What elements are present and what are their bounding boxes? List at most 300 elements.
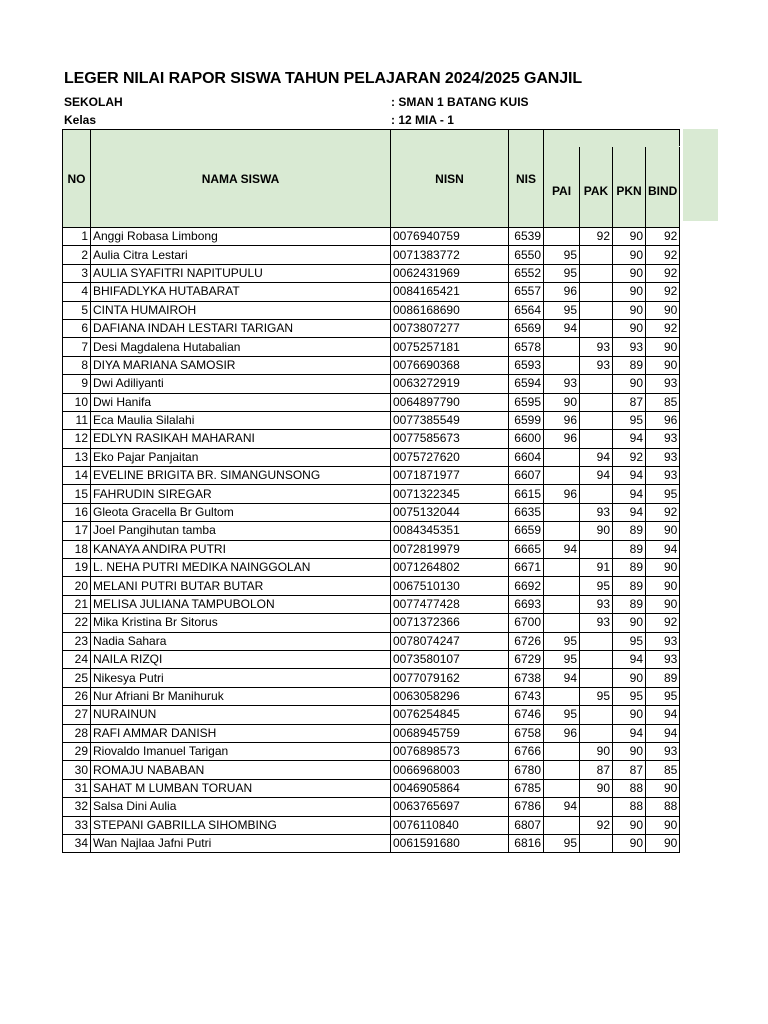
row-number: 1 (63, 228, 91, 246)
score-pkn: 94 (613, 467, 646, 485)
score-pkn: 92 (613, 448, 646, 466)
score-bind: 90 (646, 595, 680, 613)
table-row (63, 283, 680, 301)
nisn-value: 0071871977 (391, 467, 509, 485)
score-pak (580, 430, 613, 448)
nisn-value: 0064897790 (391, 393, 509, 411)
student-name: STEPANI GABRILLA SIHOMBING (91, 816, 391, 834)
score-pak: 94 (580, 448, 613, 466)
score-pai (544, 448, 580, 466)
row-number: 16 (63, 503, 91, 521)
score-pai: 95 (544, 246, 580, 264)
score-pkn: 94 (613, 503, 646, 521)
score-pai (544, 687, 580, 705)
nis-value: 6729 (509, 650, 544, 668)
nisn-value: 0075257181 (391, 338, 509, 356)
score-pak (580, 411, 613, 429)
table-row (63, 301, 680, 319)
score-pkn: 90 (613, 246, 646, 264)
score-pak (580, 650, 613, 668)
score-pak: 93 (580, 614, 613, 632)
score-pai (544, 503, 580, 521)
student-name: EDLYN RASIKAH MAHARANI (91, 430, 391, 448)
header-fill-extension (683, 129, 718, 221)
table-row (63, 706, 680, 724)
table-row (63, 319, 680, 337)
row-number: 29 (63, 742, 91, 760)
score-pak (580, 375, 613, 393)
nisn-value: 0071372366 (391, 614, 509, 632)
score-pkn: 94 (613, 724, 646, 742)
table-row (63, 430, 680, 448)
score-pak: 90 (580, 522, 613, 540)
nisn-value: 0077079162 (391, 669, 509, 687)
table-row (63, 834, 680, 852)
score-bind: 90 (646, 834, 680, 852)
table-row (63, 522, 680, 540)
student-name: Gleota Gracella Br Gultom (91, 503, 391, 521)
student-name: Riovaldo Imanuel Tarigan (91, 742, 391, 760)
table-row (63, 264, 680, 282)
score-pai: 95 (544, 632, 580, 650)
table-row (63, 779, 680, 797)
score-bind: 85 (646, 393, 680, 411)
table-row (63, 375, 680, 393)
score-pai: 95 (544, 264, 580, 282)
score-pak: 87 (580, 761, 613, 779)
student-name: BHIFADLYKA HUTABARAT (91, 283, 391, 301)
row-number: 8 (63, 356, 91, 374)
score-pai: 94 (544, 798, 580, 816)
nisn-value: 0076254845 (391, 706, 509, 724)
nis-value: 6758 (509, 724, 544, 742)
score-bind: 96 (646, 411, 680, 429)
score-bind: 93 (646, 375, 680, 393)
nisn-value: 0066968003 (391, 761, 509, 779)
row-number: 2 (63, 246, 91, 264)
score-pak (580, 319, 613, 337)
nis-value: 6578 (509, 338, 544, 356)
score-pak (580, 283, 613, 301)
nisn-value: 0078074247 (391, 632, 509, 650)
nisn-value: 0071322345 (391, 485, 509, 503)
nisn-value: 0086168690 (391, 301, 509, 319)
nis-value: 6550 (509, 246, 544, 264)
nis-value: 6746 (509, 706, 544, 724)
row-number: 18 (63, 540, 91, 558)
score-pai (544, 356, 580, 374)
score-bind: 92 (646, 246, 680, 264)
row-number: 4 (63, 283, 91, 301)
page-title: LEGER NILAI RAPOR SISWA TAHUN PELAJARAN 2024/2025 GANJIL (64, 70, 583, 87)
table-row (63, 798, 680, 816)
nisn-value: 0077477428 (391, 595, 509, 613)
score-pkn: 89 (613, 540, 646, 558)
score-pak: 94 (580, 467, 613, 485)
score-bind: 95 (646, 485, 680, 503)
nis-value: 6569 (509, 319, 544, 337)
score-pak: 91 (580, 559, 613, 577)
row-number: 21 (63, 595, 91, 613)
score-pai: 96 (544, 724, 580, 742)
nisn-value: 0071383772 (391, 246, 509, 264)
student-name: NURAINUN (91, 706, 391, 724)
score-pai (544, 338, 580, 356)
score-pak: 90 (580, 742, 613, 760)
student-name: NAILA RIZQI (91, 650, 391, 668)
row-number: 6 (63, 319, 91, 337)
score-bind: 90 (646, 559, 680, 577)
table-row (63, 687, 680, 705)
score-pai (544, 761, 580, 779)
nisn-value: 0077385549 (391, 411, 509, 429)
score-bind: 93 (646, 742, 680, 760)
score-bind: 94 (646, 706, 680, 724)
row-number: 5 (63, 301, 91, 319)
nisn-value: 0075132044 (391, 503, 509, 521)
row-number: 25 (63, 669, 91, 687)
row-number: 34 (63, 834, 91, 852)
score-pai (544, 559, 580, 577)
nis-value: 6557 (509, 283, 544, 301)
nisn-value: 0075727620 (391, 448, 509, 466)
nisn-value: 0076110840 (391, 816, 509, 834)
nisn-value: 0046905864 (391, 779, 509, 797)
nis-value: 6595 (509, 393, 544, 411)
table-row (63, 650, 680, 668)
score-pak (580, 264, 613, 282)
table-row (63, 724, 680, 742)
col-header-bind: BIND (646, 147, 680, 228)
score-bind: 95 (646, 687, 680, 705)
student-name: Joel Pangihutan tamba (91, 522, 391, 540)
score-pai: 96 (544, 485, 580, 503)
score-pkn: 90 (613, 301, 646, 319)
nisn-value: 0073580107 (391, 650, 509, 668)
score-pkn: 89 (613, 595, 646, 613)
score-bind: 93 (646, 430, 680, 448)
row-number: 24 (63, 650, 91, 668)
score-pak (580, 798, 613, 816)
nisn-value: 0077585673 (391, 430, 509, 448)
col-header-nis: NIS (509, 130, 544, 228)
row-number: 30 (63, 761, 91, 779)
row-number: 23 (63, 632, 91, 650)
score-pai (544, 779, 580, 797)
nisn-value: 0073807277 (391, 319, 509, 337)
score-pai (544, 614, 580, 632)
student-name: Nikesya Putri (91, 669, 391, 687)
nis-value: 6607 (509, 467, 544, 485)
score-pkn: 89 (613, 356, 646, 374)
nis-value: 6807 (509, 816, 544, 834)
score-pkn: 94 (613, 485, 646, 503)
score-pak (580, 393, 613, 411)
nis-value: 6593 (509, 356, 544, 374)
table-row (63, 614, 680, 632)
student-name: DAFIANA INDAH LESTARI TARIGAN (91, 319, 391, 337)
score-bind: 89 (646, 669, 680, 687)
col-header-pkn: PKN (613, 147, 646, 228)
nis-value: 6786 (509, 798, 544, 816)
student-name: MELISA JULIANA TAMPUBOLON (91, 595, 391, 613)
score-pak (580, 706, 613, 724)
nisn-value: 0063272919 (391, 375, 509, 393)
row-number: 31 (63, 779, 91, 797)
row-number: 20 (63, 577, 91, 595)
score-pkn: 87 (613, 393, 646, 411)
school-label: SEKOLAH (64, 95, 123, 109)
score-pai: 96 (544, 283, 580, 301)
row-number: 28 (63, 724, 91, 742)
score-pkn: 90 (613, 706, 646, 724)
score-pai (544, 522, 580, 540)
score-pkn: 95 (613, 411, 646, 429)
table-row (63, 485, 680, 503)
col-header-nisn: NISN (391, 130, 509, 228)
nis-value: 6780 (509, 761, 544, 779)
score-bind: 90 (646, 577, 680, 595)
score-pkn: 90 (613, 614, 646, 632)
score-pak: 92 (580, 816, 613, 834)
score-pak: 93 (580, 503, 613, 521)
nis-value: 6816 (509, 834, 544, 852)
col-header-no: NO (63, 130, 91, 228)
score-pkn: 89 (613, 522, 646, 540)
score-pak (580, 834, 613, 852)
score-pkn: 94 (613, 650, 646, 668)
score-pkn: 95 (613, 632, 646, 650)
nis-value: 6693 (509, 595, 544, 613)
row-number: 15 (63, 485, 91, 503)
school-value: : SMAN 1 BATANG KUIS (391, 95, 529, 109)
table-row (63, 356, 680, 374)
table-row (63, 559, 680, 577)
nis-value: 6785 (509, 779, 544, 797)
row-number: 7 (63, 338, 91, 356)
nisn-value: 0084345351 (391, 522, 509, 540)
nis-value: 6539 (509, 228, 544, 246)
score-pai: 96 (544, 430, 580, 448)
score-pak (580, 632, 613, 650)
grade-table (62, 129, 680, 853)
student-name: Nadia Sahara (91, 632, 391, 650)
score-bind: 90 (646, 338, 680, 356)
score-bind: 92 (646, 228, 680, 246)
student-name: ROMAJU NABABAN (91, 761, 391, 779)
row-number: 22 (63, 614, 91, 632)
score-pai: 90 (544, 393, 580, 411)
header-row (63, 130, 680, 147)
student-name: Aulia Citra Lestari (91, 246, 391, 264)
score-pak (580, 301, 613, 319)
student-name: RAFI AMMAR DANISH (91, 724, 391, 742)
score-pai (544, 228, 580, 246)
table-row (63, 411, 680, 429)
student-name: KANAYA ANDIRA PUTRI (91, 540, 391, 558)
score-bind: 92 (646, 614, 680, 632)
row-number: 12 (63, 430, 91, 448)
score-pkn: 90 (613, 228, 646, 246)
student-name: Eca Maulia Silalahi (91, 411, 391, 429)
student-name: Nur Afriani Br Manihuruk (91, 687, 391, 705)
nis-value: 6564 (509, 301, 544, 319)
nisn-value: 0067510130 (391, 577, 509, 595)
class-label: Kelas (64, 113, 97, 127)
row-number: 14 (63, 467, 91, 485)
score-pkn: 90 (613, 669, 646, 687)
score-bind: 85 (646, 761, 680, 779)
student-name: Desi Magdalena Hutabalian (91, 338, 391, 356)
student-name: Wan Najlaa Jafni Putri (91, 834, 391, 852)
nisn-value: 0063058296 (391, 687, 509, 705)
table-row (63, 338, 680, 356)
student-name: L. NEHA PUTRI MEDIKA NAINGGOLAN (91, 559, 391, 577)
student-name: Eko Pajar Panjaitan (91, 448, 391, 466)
student-name: DIYA MARIANA SAMOSIR (91, 356, 391, 374)
nis-value: 6599 (509, 411, 544, 429)
score-pai: 95 (544, 650, 580, 668)
score-pak: 93 (580, 356, 613, 374)
nisn-value: 0072819979 (391, 540, 509, 558)
table-row (63, 503, 680, 521)
nis-value: 6600 (509, 430, 544, 448)
nis-value: 6700 (509, 614, 544, 632)
score-pkn: 90 (613, 319, 646, 337)
nisn-value: 0068945759 (391, 724, 509, 742)
class-value: : 12 MIA - 1 (391, 113, 454, 127)
nisn-value: 0084165421 (391, 283, 509, 301)
nisn-value: 0071264802 (391, 559, 509, 577)
score-bind: 90 (646, 301, 680, 319)
score-pai (544, 816, 580, 834)
row-number: 17 (63, 522, 91, 540)
table-row (63, 577, 680, 595)
score-pkn: 90 (613, 283, 646, 301)
score-pak: 92 (580, 228, 613, 246)
score-pkn: 89 (613, 577, 646, 595)
nis-value: 6726 (509, 632, 544, 650)
score-pak (580, 724, 613, 742)
score-pak (580, 669, 613, 687)
score-bind: 94 (646, 540, 680, 558)
row-number: 27 (63, 706, 91, 724)
score-bind: 92 (646, 283, 680, 301)
table-row (63, 742, 680, 760)
score-pai: 95 (544, 301, 580, 319)
table-row (63, 669, 680, 687)
nisn-value: 0061591680 (391, 834, 509, 852)
row-number: 13 (63, 448, 91, 466)
score-bind: 92 (646, 319, 680, 337)
table-row (63, 467, 680, 485)
score-pak (580, 246, 613, 264)
table-row (63, 246, 680, 264)
score-pai: 94 (544, 669, 580, 687)
col-header-pak: PAK (580, 147, 613, 228)
score-pak: 95 (580, 577, 613, 595)
table-row (63, 393, 680, 411)
score-bind: 90 (646, 356, 680, 374)
score-pak (580, 540, 613, 558)
student-name: Anggi Robasa Limbong (91, 228, 391, 246)
score-bind: 93 (646, 650, 680, 668)
score-pai: 94 (544, 540, 580, 558)
row-number: 33 (63, 816, 91, 834)
nis-value: 6659 (509, 522, 544, 540)
row-number: 9 (63, 375, 91, 393)
nis-value: 6635 (509, 503, 544, 521)
nisn-value: 0062431969 (391, 264, 509, 282)
row-number: 3 (63, 264, 91, 282)
table-row (63, 632, 680, 650)
nisn-value: 0076690368 (391, 356, 509, 374)
nis-value: 6552 (509, 264, 544, 282)
score-pkn: 90 (613, 816, 646, 834)
table-row (63, 761, 680, 779)
score-pkn: 89 (613, 559, 646, 577)
col-header-pai: PAI (544, 147, 580, 228)
score-pkn: 90 (613, 834, 646, 852)
subject-group-header (544, 130, 680, 147)
student-name: Mika Kristina Br Sitorus (91, 614, 391, 632)
row-number: 10 (63, 393, 91, 411)
score-bind: 90 (646, 816, 680, 834)
score-pak: 90 (580, 779, 613, 797)
score-bind: 93 (646, 467, 680, 485)
nisn-value: 0063765697 (391, 798, 509, 816)
score-pkn: 88 (613, 798, 646, 816)
nis-value: 6738 (509, 669, 544, 687)
score-pak: 93 (580, 338, 613, 356)
table-row (63, 448, 680, 466)
score-pkn: 94 (613, 430, 646, 448)
row-number: 26 (63, 687, 91, 705)
student-name: FAHRUDIN SIREGAR (91, 485, 391, 503)
score-pai (544, 595, 580, 613)
row-number: 19 (63, 559, 91, 577)
score-pai: 93 (544, 375, 580, 393)
nis-value: 6743 (509, 687, 544, 705)
score-pkn: 90 (613, 375, 646, 393)
score-pai: 95 (544, 706, 580, 724)
score-pkn: 87 (613, 761, 646, 779)
score-bind: 90 (646, 779, 680, 797)
score-bind: 90 (646, 522, 680, 540)
student-name: AULIA SYAFITRI NAPITUPULU (91, 264, 391, 282)
student-name: EVELINE BRIGITA BR. SIMANGUNSONG (91, 467, 391, 485)
nis-value: 6615 (509, 485, 544, 503)
score-pai (544, 742, 580, 760)
row-number: 11 (63, 411, 91, 429)
score-bind: 93 (646, 632, 680, 650)
score-pkn: 93 (613, 338, 646, 356)
score-bind: 93 (646, 448, 680, 466)
score-pkn: 90 (613, 742, 646, 760)
nis-value: 6671 (509, 559, 544, 577)
table-row (63, 540, 680, 558)
nis-value: 6692 (509, 577, 544, 595)
nisn-value: 0076898573 (391, 742, 509, 760)
student-name: Dwi Adiliyanti (91, 375, 391, 393)
score-pkn: 90 (613, 264, 646, 282)
table-row (63, 816, 680, 834)
score-pai: 94 (544, 319, 580, 337)
score-pai (544, 577, 580, 595)
nis-value: 6766 (509, 742, 544, 760)
nis-value: 6665 (509, 540, 544, 558)
nis-value: 6604 (509, 448, 544, 466)
